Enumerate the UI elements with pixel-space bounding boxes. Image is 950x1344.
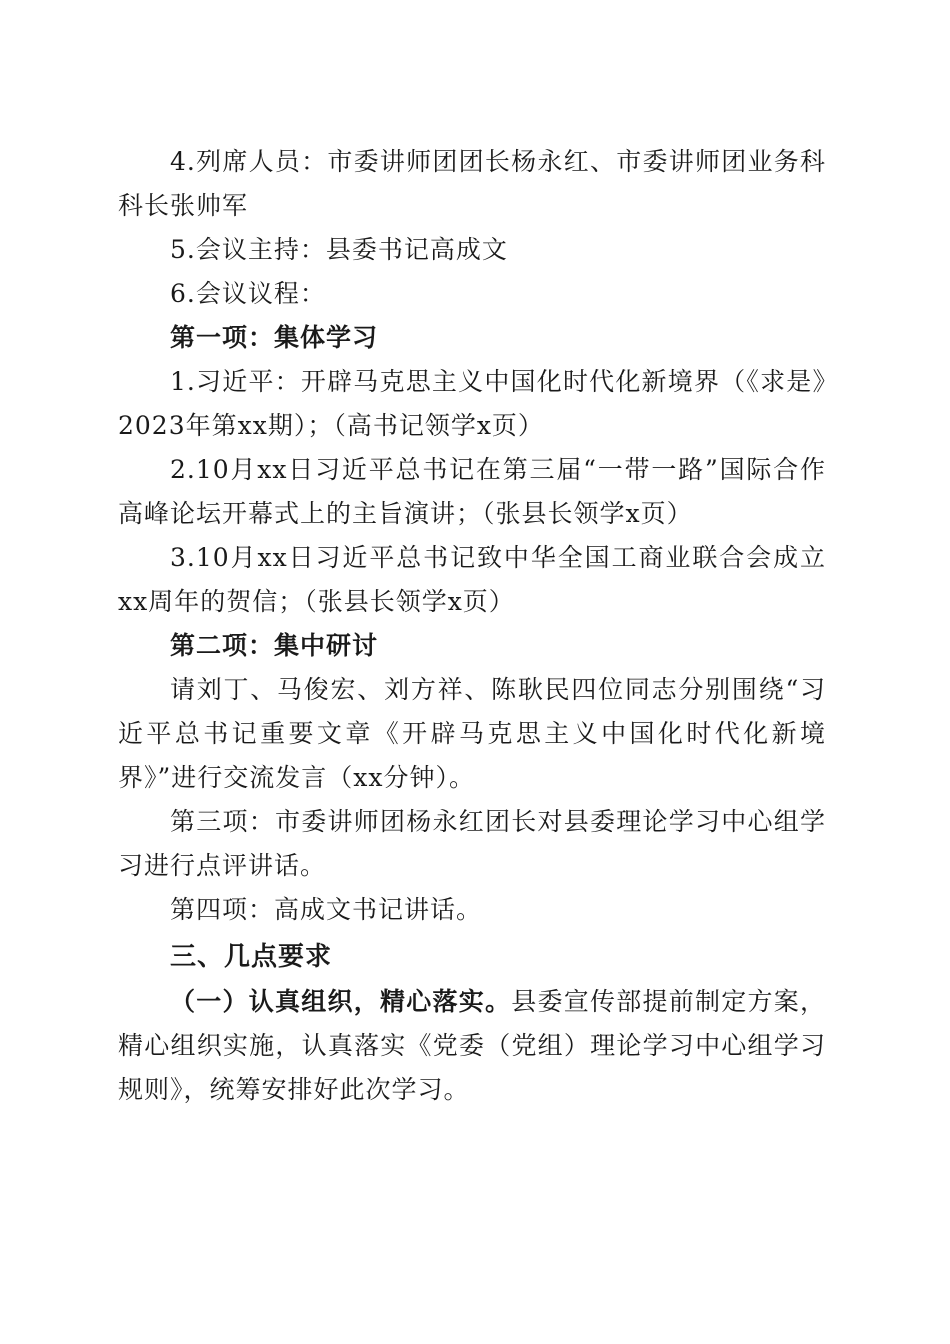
host-paragraph: 5.会议主持：县委书记高成文 [170, 235, 508, 264]
agenda-label: 6.会议议程： [170, 279, 326, 308]
requirement-1-title: （一）认真组织，精心落实。 [170, 987, 512, 1016]
document-page [118, 140, 826, 1112]
requirement-1-body: 县委宣传部提前制定方案，精心组织实施，认真落实《党委（党组）理论学习中心组学习规则》，统筹安排好此次学习。 [118, 987, 826, 1104]
discussion-paragraph: 请刘丁、马俊宏、刘方祥、陈耿民四位同志分别围绕“习近平总书记重要文章《开辟马克思主义中国化时代化新境界》”进行交流发言（xx分钟）。 [118, 675, 826, 792]
agenda-item-3: 第三项：市委讲师团杨永红团长对县委理论学习中心组学习进行点评讲话。 [118, 807, 826, 880]
study-item-1: 1.习近平：开辟马克思主义中国化时代化新境界（《求是》2023年第xx期）；（高书记领学x页） [118, 367, 826, 440]
study-item-3: 3.10月xx日习近平总书记致中华全国工商业联合会成立xx周年的贺信；（张县长领学x页） [118, 543, 826, 616]
agenda-item-2-title: 第二项：集中研讨 [170, 631, 379, 660]
requirement-1 [118, 980, 826, 1112]
agenda-item-1-title: 第一项：集体学习 [170, 323, 379, 352]
study-item-2: 2.10月xx日习近平总书记在第三届“一带一路”国际合作高峰论坛开幕式上的主旨演讲；（张县长领学x页） [118, 455, 826, 528]
section-heading: 三、几点要求 [170, 942, 333, 972]
attendees-paragraph: 4.列席人员：市委讲师团团长杨永红、市委讲师团业务科科长张帅军 [118, 147, 826, 220]
agenda-item-4: 第四项：高成文书记讲话。 [170, 895, 483, 924]
